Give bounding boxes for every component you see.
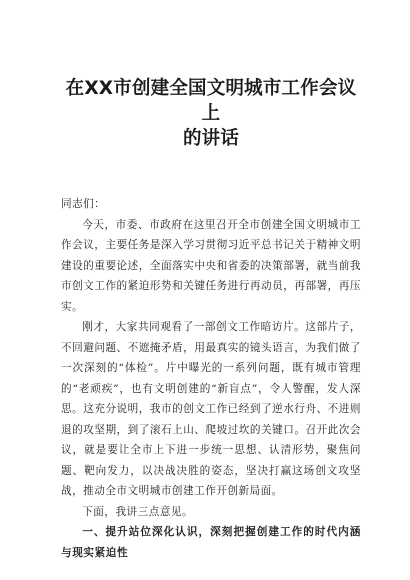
document-body — [61, 194, 361, 563]
section-heading-1: 一、提升站位深化认识，深刻把握创建工作的时代内涵与现实紧迫性 — [61, 526, 361, 559]
salutation: 同志们： — [61, 198, 106, 210]
document-title — [61, 76, 361, 151]
title-line-2: 的讲话 — [182, 128, 240, 149]
paragraph-transition: 下面，我讲三点意见。 — [82, 505, 194, 518]
title-line-1: 在XX市创建全国文明城市工作会议上 — [65, 78, 357, 124]
paragraph-video-review: 刚才，大家共同观看了一部创文工作暗访片。这部片子，不回避问题、不遮掩矛盾，用最真实的镜头语言，为我们做了一次深刻的“体检”。片中曝光的一系列问题，既有城市管理的“老顽疾”，也有文明创建的“新盲点”，令人警醒，发人深思。这充分说明，我市的创文工作已经到了逆水行舟、不进则退的攻坚期，到了滚石上山、爬坡过坎的关键口。召开此次会议，就是要让全市上下进一步统一思想、认清形势，聚焦问题、靶向发力，以决战决胜的姿态，坚决打赢这场创文攻坚战，推动全市文明城市创建工作开创新局面。 — [61, 321, 361, 497]
paragraph-opening: 今天，市委、市政府在这里召开全市创建全国文明城市工作会议，主要任务是深入学习贯彻习近平总书记关于精神文明建设的重要论述，全面落实中央和省委的决策部署，就当前我市创文工作的紧迫形势和关键任务进行再动员，再部署，再压实。 — [61, 218, 361, 313]
